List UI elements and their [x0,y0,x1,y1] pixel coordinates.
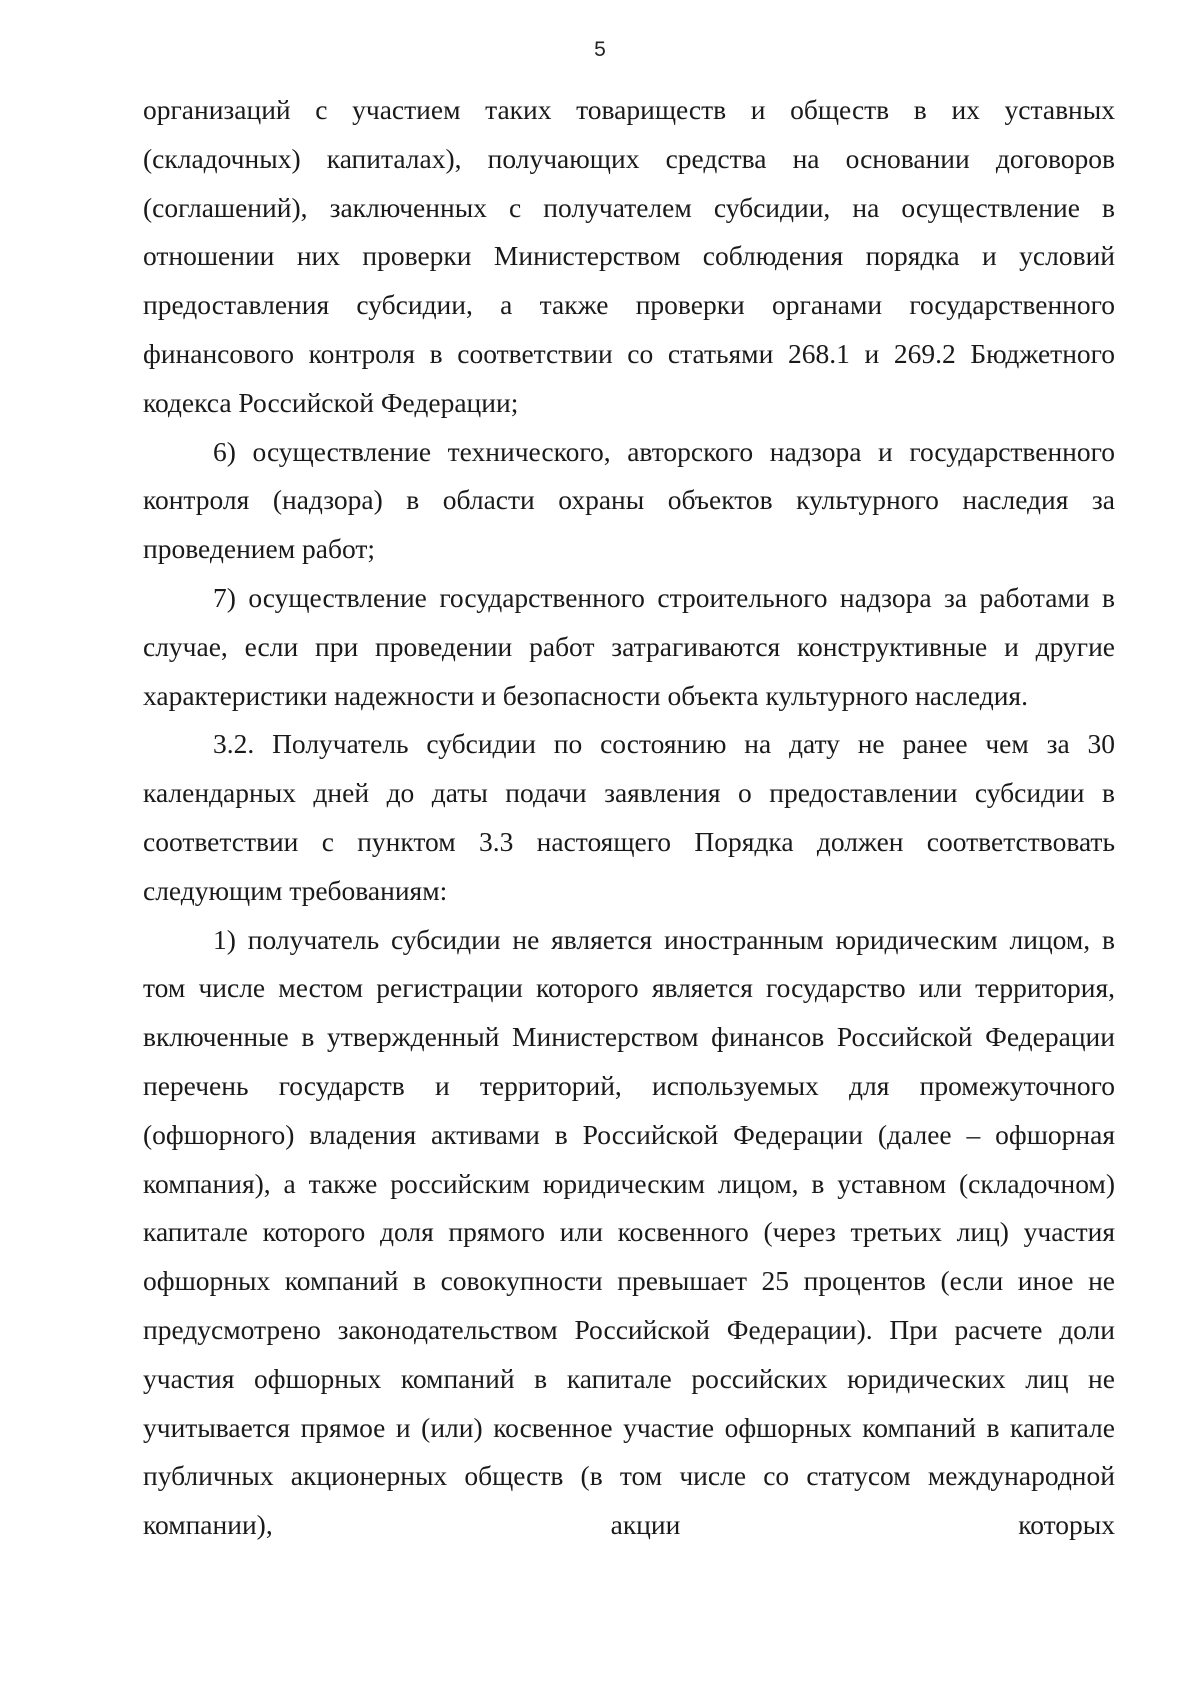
page-number: 5 [594,38,606,61]
paragraph-item-7: 7) осуществление государственного строительного надзора за работами в случае, если при проведении работ затрагиваются конструктивные и другие характеристики надежности и безопасности объекта культурного наследия. [143,581,1115,711]
paragraph-continuation: организаций с участием таких товариществ и обществ в их уставных (складочных) капиталах), получающих средства на основании договоров (соглашений), заключенных с получателем субсидии, на осуществление в отношении них проверки Министерством соблюдения порядка и условий предоставления субсидии, а также проверки органами государственного финансового контроля в соответствии со статьями 268.1 и 269.2 Бюджетного кодекса Российской Федерации; [143,94,1115,418]
paragraph-clause-3-2: 3.2. Получатель субсидии по состоянию на дату не ранее чем за 30 календарных дней до даты подачи заявления о предоставлении субсидии в соответствии с пунктом 3.3 настоящего Порядка должен соответствовать следующим требованиям: [143,728,1115,906]
paragraph-item-6: 6) осуществление технического, авторского надзора и государственного контроля (надзора) в области охраны объектов культурного наследия за проведением работ; [143,435,1115,565]
paragraph-requirement-1: 1) получатель субсидии не является иностранным юридическим лицом, в том числе местом регистрации которого является государство или территория, включенные в утвержденный Министерством финансов Российской Федерации перечень государств и территорий, используемых для промежуточного (офшорного) владения активами в Российской Федерации (далее – офшорная компания), а также российским юридическим лицом, в уставном (складочном) капитале которого доля прямого или косвенного (через третьих лиц) участия офшорных компаний в совокупности превышает 25 процентов (если иное не предусмотрено законодательством Российской Федерации). При расчете доли участия офшорных компаний в капитале российских юридических лиц не учитывается прямое и (или) косвенное участие офшорных компаний в капитале публичных акционерных обществ (в том числе со статусом международной компании), акции которых [143,923,1115,1541]
document-body [143,86,1115,1550]
